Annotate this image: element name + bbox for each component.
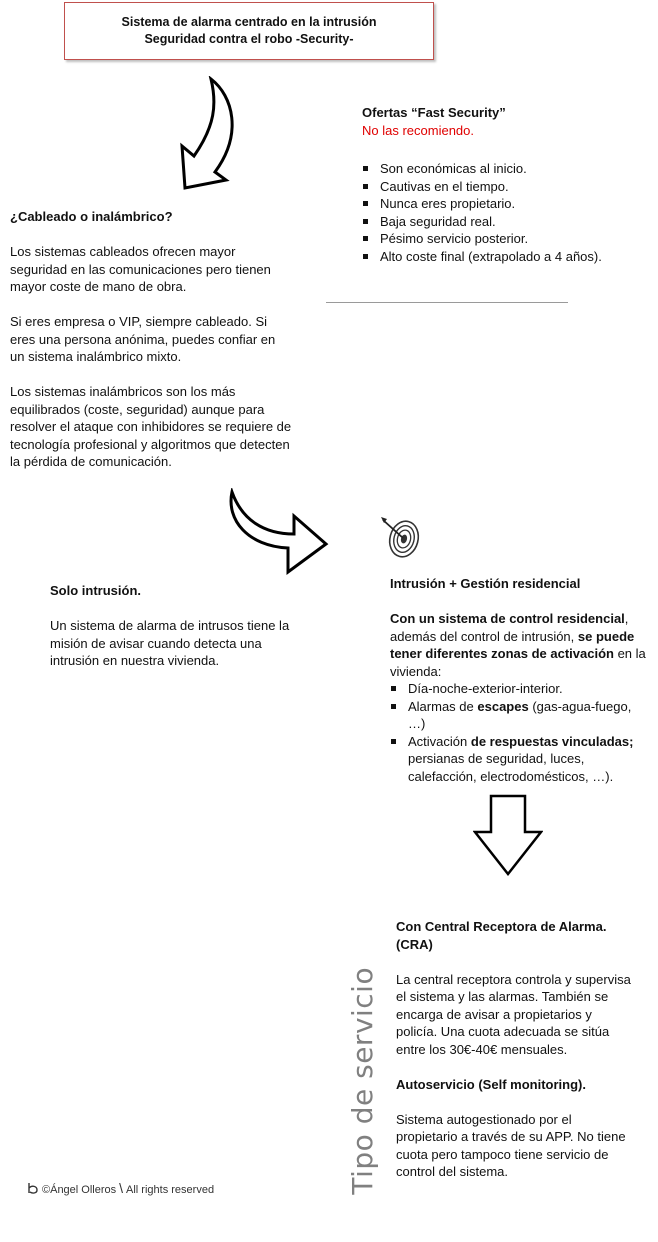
footer xyxy=(27,1180,214,1200)
offers-section xyxy=(362,104,652,265)
footer-copyright: ©Ángel Olleros xyxy=(42,1184,117,1196)
offers-list xyxy=(362,160,652,265)
arrow-down-icon xyxy=(473,794,543,876)
list-item: Son económicas al inicio. xyxy=(362,160,652,178)
footer-rights: All rights reserved xyxy=(126,1184,215,1196)
list-item: Alarmas de escapes (gas-agua-fuego, …) xyxy=(390,698,652,733)
residential-list xyxy=(390,680,652,785)
self-heading: Autoservicio (Self monitoring). xyxy=(396,1076,586,1092)
list-item: Día-noche-exterior-interior. xyxy=(390,680,652,698)
cra-text: La central receptora controla y supervisa el sistema y las alarmas. También se encarga de avisar a propietarios y policía. Una cuota adecuada se sitúa entre los 30€-40€ mensuales. xyxy=(396,971,631,1057)
title-line-1: Sistema de alarma centrado en la intrusión xyxy=(121,15,377,29)
cra-section xyxy=(396,918,636,1181)
footer-separator: \ xyxy=(119,1180,124,1196)
list-item: Alto coste final (extrapolado a 4 años). xyxy=(362,248,652,266)
title-box xyxy=(64,2,434,60)
residential-heading: Intrusión + Gestión residencial xyxy=(390,576,581,591)
divider xyxy=(326,302,568,303)
list-item: Nunca eres propietario. xyxy=(362,195,652,213)
service-type-label: Tipo de servicio xyxy=(346,966,380,1195)
author-logo-icon xyxy=(27,1182,39,1195)
residential-intro: Con un sistema de control residencial, además del control de intrusión, se puede tener diferentes zonas de activación en la vivienda: xyxy=(390,611,646,679)
list-item: Activación de respuestas vinculadas; persianas de seguridad, luces, calefacción, electrodomésticos, …). xyxy=(390,733,652,786)
wired-paragraph-1: Los sistemas cableados ofrecen mayor seguridad en las comunicaciones pero tienen mayor coste de mano de obra. xyxy=(10,244,271,294)
intrusion-only-section xyxy=(50,582,290,670)
residential-section xyxy=(390,575,652,785)
self-text: Sistema autogestionado por el propietario a través de su APP. No tiene cuota pero tampoco tiene servicio de control del sistema. xyxy=(396,1111,626,1179)
wired-section xyxy=(10,208,292,471)
intrusion-only-text: Un sistema de alarma de intrusos tiene la misión de avisar cuando detecta una intrusión en nuestra vivienda. xyxy=(50,618,290,668)
intrusion-only-heading: Solo intrusión. xyxy=(50,583,141,598)
list-item: Pésimo servicio posterior. xyxy=(362,230,652,248)
cra-heading: Con Central Receptora de Alarma. (CRA) xyxy=(396,919,607,952)
offers-heading: Ofertas “Fast Security” xyxy=(362,105,506,120)
title-line-2: Seguridad contra el robo -Security- xyxy=(144,32,354,46)
curved-arrow-down-icon xyxy=(175,76,245,194)
wired-paragraph-2: Si eres empresa o VIP, siempre cableado. Si eres una persona anónima, puedes confiar en un sistema inalámbrico mixto. xyxy=(10,314,276,364)
target-dart-icon xyxy=(378,514,426,560)
service-type-label-wrap xyxy=(338,958,388,1203)
wired-heading: ¿Cableado o inalámbrico? xyxy=(10,209,173,224)
list-item: Cautivas en el tiempo. xyxy=(362,178,652,196)
list-item: Baja seguridad real. xyxy=(362,213,652,231)
wired-paragraph-3: Los sistemas inalámbricos son los más equilibrados (coste, seguridad) aunque para resolver el ataque con inhibidores se requiere de tecnología profesional y algoritmos que detecten la pérdida de comunicación. xyxy=(10,384,292,469)
offers-warning: No las recomiendo. xyxy=(362,122,474,138)
curved-arrow-right-icon xyxy=(224,488,330,580)
